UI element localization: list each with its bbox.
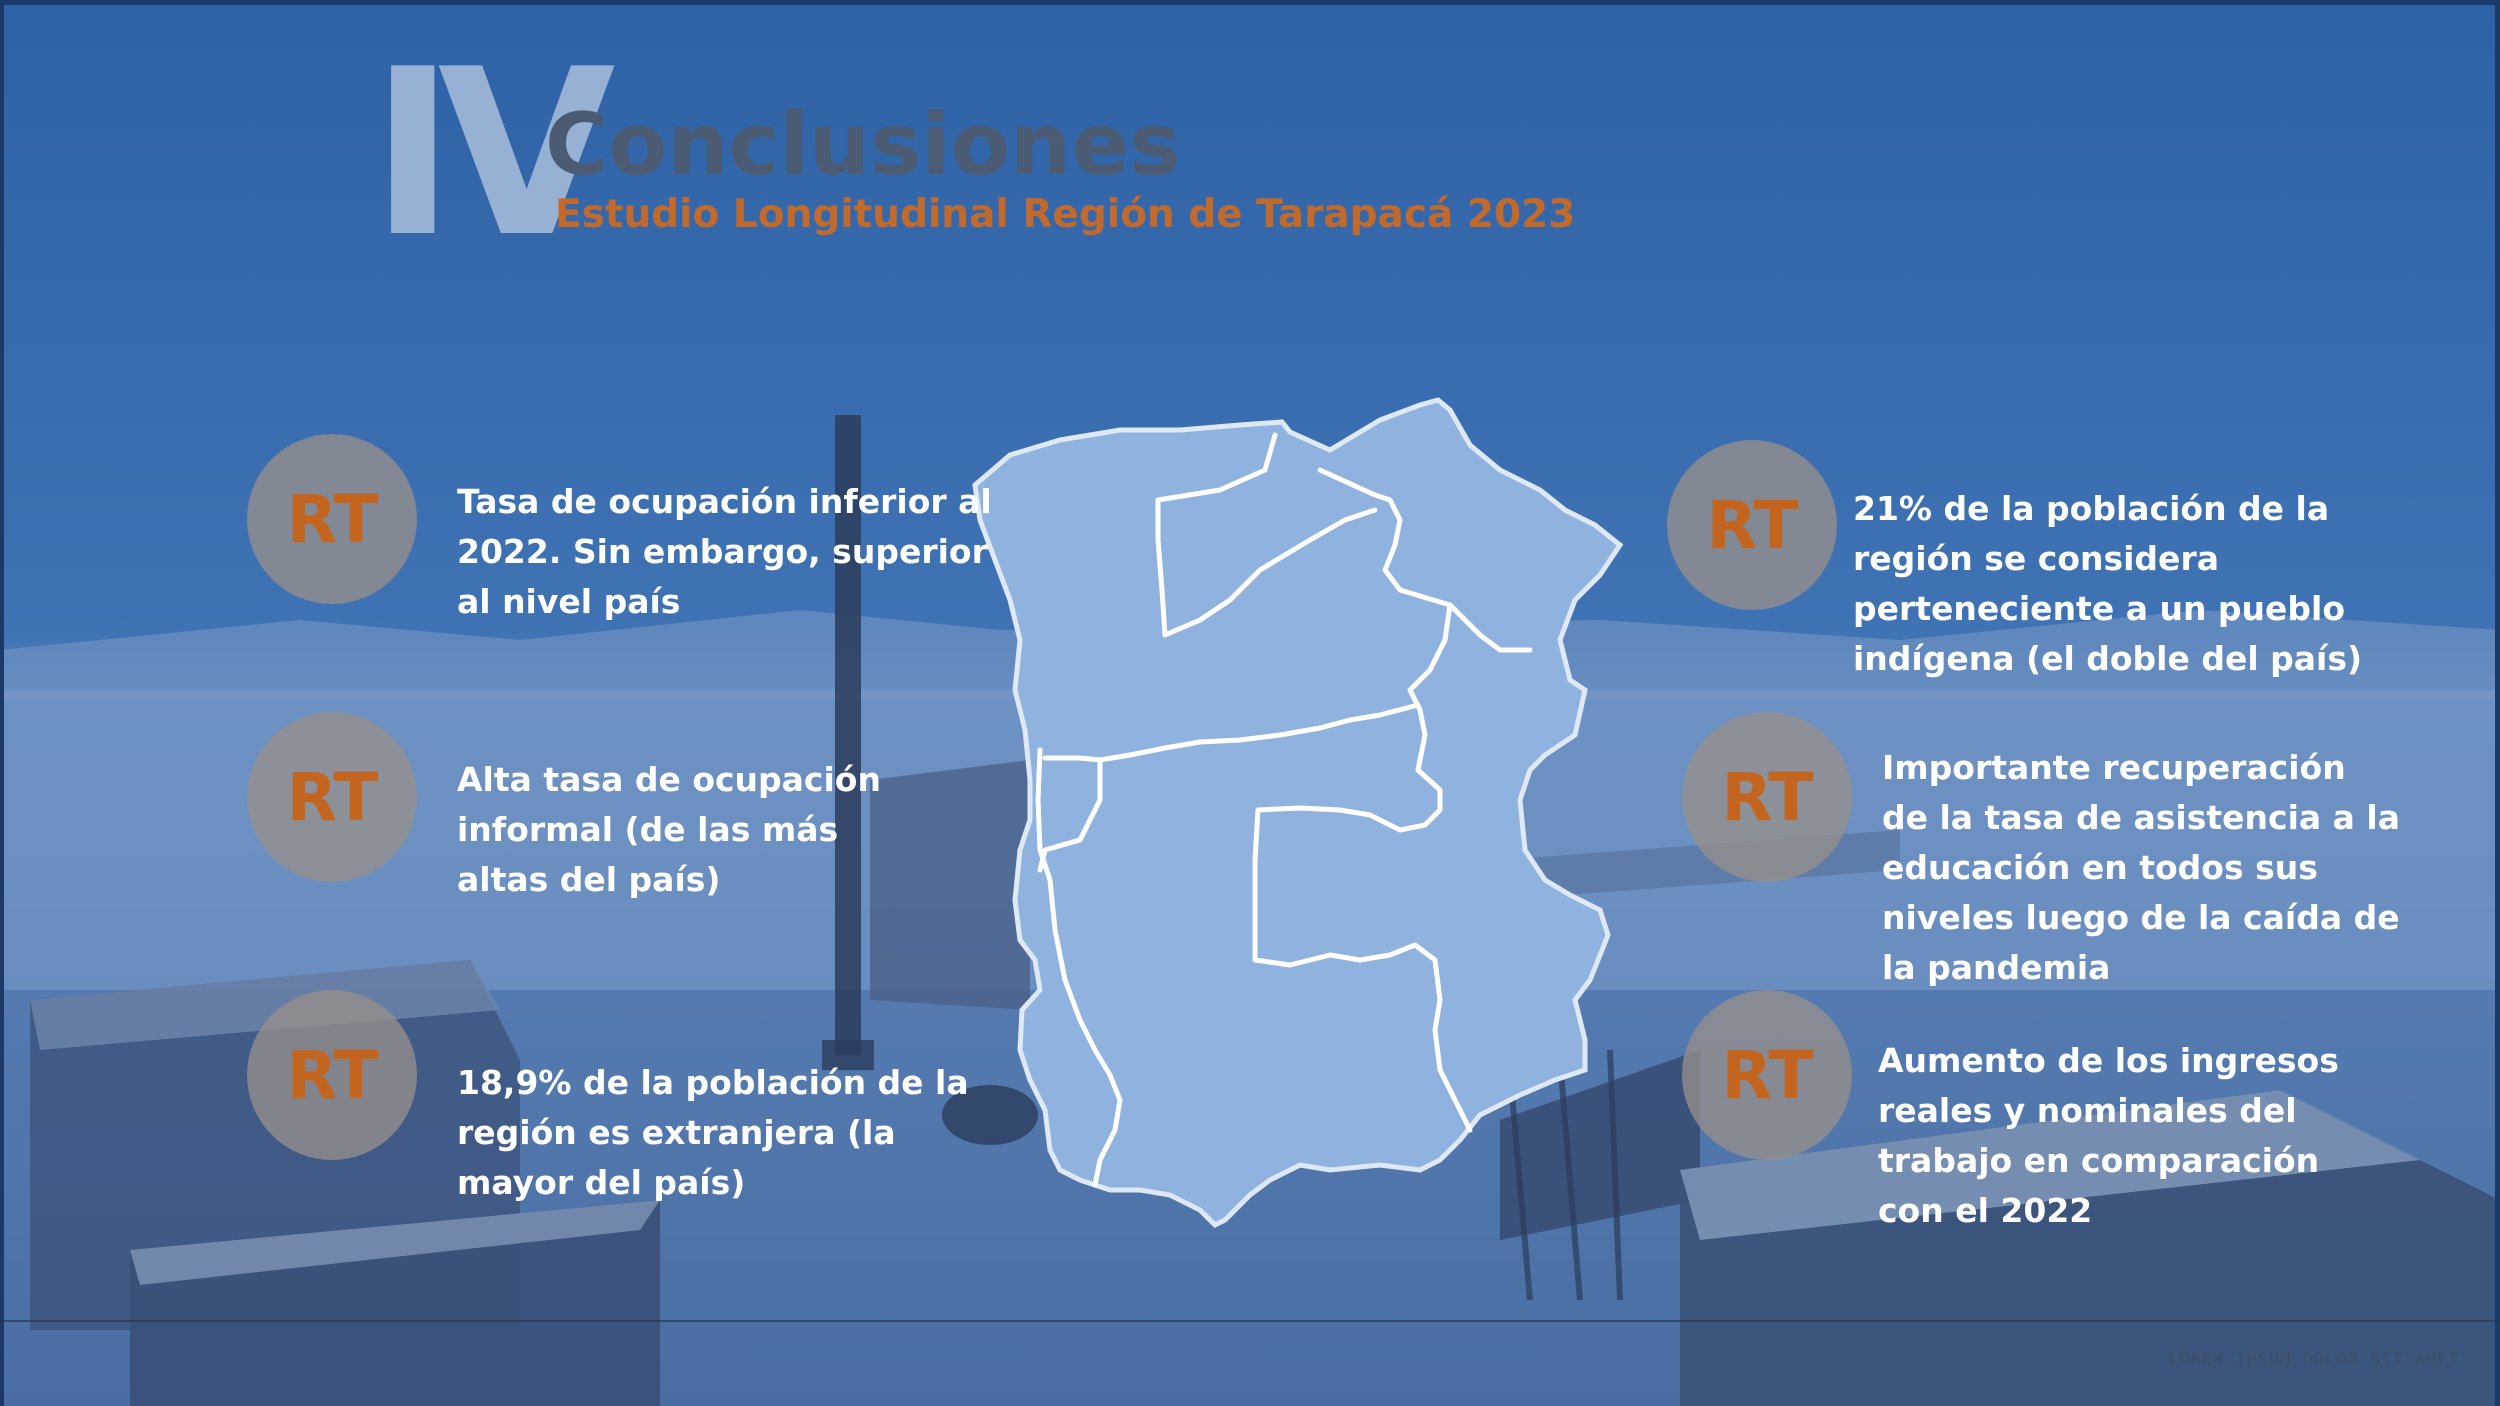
rt-badge-right-3: RT	[1682, 990, 1852, 1160]
footer-text: LOREM IPSUM DOLOR SIT AMET	[2167, 1350, 2460, 1370]
frame-right	[2495, 0, 2500, 1406]
region-map	[960, 395, 1630, 1235]
conclusion-right-2: Importante recuperación de la tasa de asistencia a la educación en todos sus niveles luego de la caída de la pandemia	[1882, 748, 2400, 987]
rt-badge-right-2: RT	[1682, 712, 1852, 882]
page-title: Conclusiones	[545, 95, 1181, 195]
rt-badge-left-1: RT	[247, 434, 417, 604]
rt-badge-left-3: RT	[247, 990, 417, 1160]
conclusion-left-2: Alta tasa de ocupación informal (de las más altas del país)	[457, 760, 881, 899]
page-subtitle: Estudio Longitudinal Región de Tarapacá 2023	[555, 192, 1576, 237]
conclusion-left-3: 18,9% de la población de la región es extranjera (la mayor del país)	[457, 1063, 969, 1202]
footer-divider	[0, 1320, 2500, 1322]
conclusion-left-1: Tasa de ocupación inferior al 2022. Sin embargo, superior al nivel país	[457, 482, 992, 621]
conclusion-right-1: 21% de la población de la región se considera perteneciente a un pueblo indígena (el doble del país)	[1853, 489, 2363, 678]
rt-badge-left-2: RT	[247, 712, 417, 882]
frame-left	[0, 0, 4, 1406]
rt-badge-right-1: RT	[1667, 440, 1837, 610]
conclusion-right-3: Aumento de los ingresos reales y nominales del trabajo en comparación con el 2022	[1878, 1041, 2339, 1230]
frame-top	[0, 0, 2500, 5]
section-numeral: IV	[370, 21, 598, 288]
region-map-outline	[975, 400, 1620, 1225]
